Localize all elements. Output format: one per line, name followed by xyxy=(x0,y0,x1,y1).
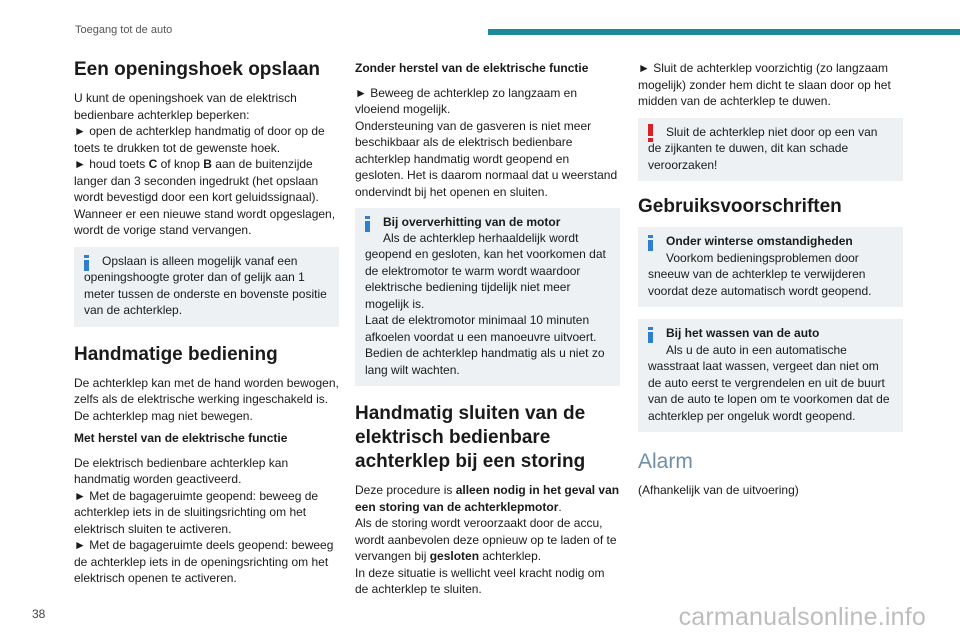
subheading: Met herstel van de elektrische functie xyxy=(74,431,288,445)
paragraph: (Afhankelijk van de uitvoering) xyxy=(638,483,799,497)
text-bold: gesloten xyxy=(429,549,480,563)
note-text: Opslaan is alleen mogelijk vanaf een openingshoogte groter dan of gelijk aan 1 meter tussen de onderste en bovenste positie van de achterklep. xyxy=(84,253,327,317)
column-1 xyxy=(74,52,339,593)
column-2 xyxy=(355,52,620,604)
heading-alarm: Alarm xyxy=(638,450,693,473)
paragraph: ► open de achterklep handmatig of door op de toets te drukken tot de gewenste hoek. xyxy=(74,124,325,155)
info-icon xyxy=(84,255,89,271)
heading-gebruiksvoorschriften: Gebruiksvoorschriften xyxy=(638,196,842,217)
note-text: Laat de elektromotor minimaal 10 minuten afkoelen voordat u een manoeuvre uitvoert. xyxy=(365,313,597,344)
note-text: Als de achterklep herhaaldelijk wordt geopend en gesloten, kan het voorkomen dat de elektromotor te warm wordt waardoor elektrische bediening tijdelijk niet meer mogelijk is. xyxy=(365,230,606,311)
info-note-wash xyxy=(638,319,903,432)
text: Deze procedure is xyxy=(355,483,456,497)
note-text: Bedien de achterklep handmatig als u niet zo lang wilt wachten. xyxy=(365,346,605,377)
header-accent-bar xyxy=(488,29,960,35)
paragraph xyxy=(74,156,339,206)
running-header: Toegang tot de auto xyxy=(75,24,173,36)
paragraph: Ondersteuning van de gasveren is niet meer beschikbaar als de elektrisch bedienbare achterklep handmatig wordt geopend en gesloten. Het is daarom normaal dat u weerstand ondervindt bij het openen en sluiten. xyxy=(355,118,618,199)
subheading: Zonder herstel van de elektrische functie xyxy=(355,61,589,75)
info-icon xyxy=(648,327,653,343)
info-note-winter xyxy=(638,227,903,307)
warning-text: Sluit de achterklep niet door op een van de zijkanten te duwen, dit kan schade veroorzaken! xyxy=(648,124,878,172)
info-icon xyxy=(648,235,653,251)
paragraph: ► Sluit de achterklep voorzichtig (zo langzaam mogelijk) zonder hem dicht te slaan door op het midden van de achterklep te duwen. xyxy=(638,61,891,108)
paragraph: ► Beweeg de achterklep zo langzaam en vloeiend mogelijk. xyxy=(355,85,578,116)
heading-handmatige-bediening: Handmatige bediening xyxy=(74,343,278,365)
note-text: Als u de auto in een automatische wasstraat laat wassen, vergeet dan niet om de auto eerst te vergrendelen en uit de buurt van de auto te lopen om te voorkomen dat de achterklep per ongeluk wordt geopend. xyxy=(648,342,890,423)
paragraph: In deze situatie is wellicht veel kracht nodig om de achterklep te sluiten. xyxy=(355,565,605,596)
info-note xyxy=(74,247,339,327)
heading-openingshoek: Een openingshoek opslaan xyxy=(74,59,320,80)
key-b: B xyxy=(203,157,212,171)
column-3 xyxy=(638,52,903,505)
heading-handmatig-sluiten: Handmatig sluiten van de elektrisch bedienbare achterklep bij een storing xyxy=(355,403,586,472)
note-title: Bij oververhitting van de motor xyxy=(383,215,561,229)
text: aan de buitenzijde langer dan 3 seconden ingedrukt (het opslaan wordt bevestigd door een kort geluidssignaal). xyxy=(74,157,319,204)
info-icon xyxy=(365,216,370,232)
text: of knop xyxy=(157,157,204,171)
text: . xyxy=(558,499,562,514)
paragraph: De elektrisch bedienbare achterklep kan handmatig worden geactiveerd. xyxy=(74,455,289,486)
paragraph xyxy=(355,515,620,565)
text-bold: alleen nodig in het geval van een storing van de achterklepmotor xyxy=(355,483,620,514)
paragraph: De achterklep kan met de hand worden bewogen, zelfs als de elektrische werking ingeschakeld is. xyxy=(74,375,339,406)
key-c: C xyxy=(148,157,158,171)
warning-icon xyxy=(648,124,653,142)
note-text: Voorkom bedieningsproblemen door sneeuw van de achterklep te verwijderen voordat deze automatisch wordt geopend. xyxy=(648,250,872,298)
warning-note xyxy=(638,118,903,182)
paragraph: ► Met de bagageruimte geopend: beweeg de achterklep iets in de sluitingsrichting om het elektrisch sluiten te activeren. xyxy=(74,488,319,536)
paragraph: De achterklep mag niet bewegen. xyxy=(74,408,253,423)
page-number: 38 xyxy=(32,607,46,621)
text: ► houd toets xyxy=(74,157,149,171)
text: achterklep. xyxy=(479,549,542,563)
paragraph: U kunt de openingshoek van de elektrisch bedienbare achterklep beperken: xyxy=(74,91,297,122)
paragraph: ► Met de bagageruimte deels geopend: beweeg de achterklep iets in de openingsrichting om het elektrisch openen te activeren. xyxy=(74,538,334,585)
note-title: Bij het wassen van de auto xyxy=(666,326,820,340)
text: Als de storing wordt veroorzaakt door de accu, wordt aanbevolen deze opnieuw op te laden of te vervangen bij xyxy=(355,516,617,563)
watermark: carmanualsonline.info xyxy=(678,603,926,631)
paragraph: Wanneer er een nieuwe stand wordt opgeslagen, wordt de vorige stand vervangen. xyxy=(74,206,336,237)
info-note-overheating xyxy=(355,208,620,386)
note-title: Onder winterse omstandigheden xyxy=(666,234,853,248)
paragraph xyxy=(355,482,620,515)
